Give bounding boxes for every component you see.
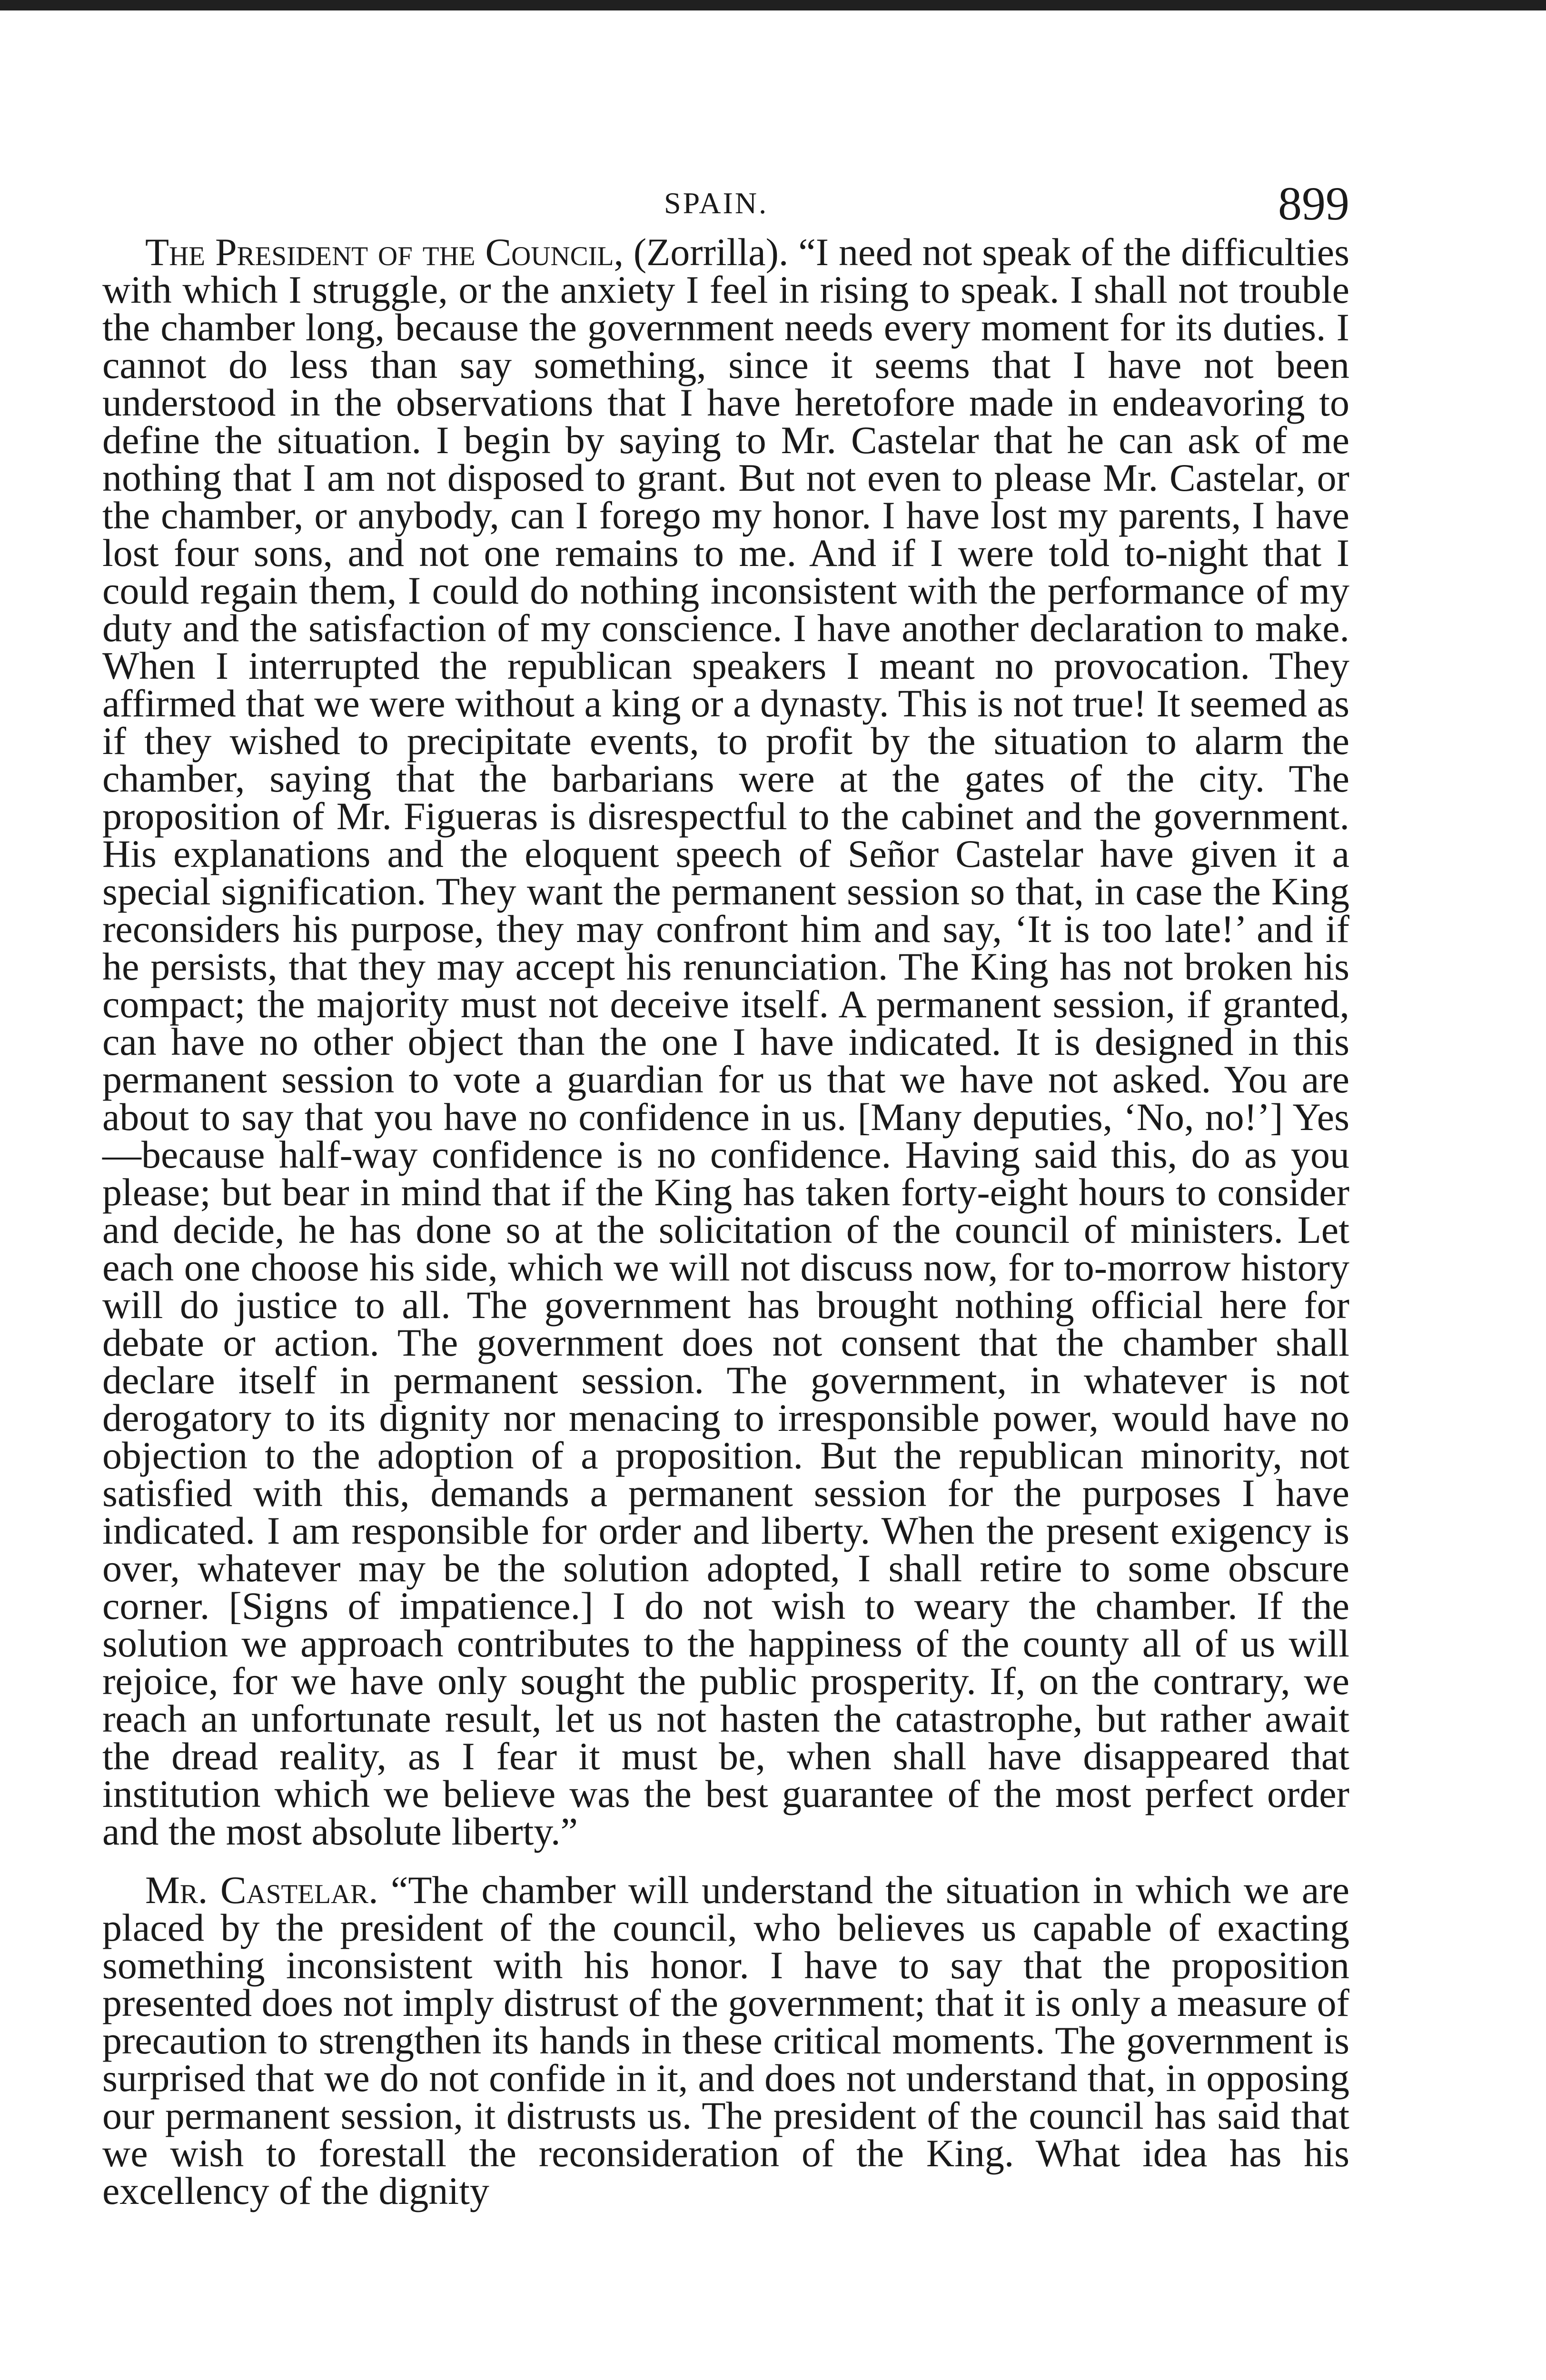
paragraph-zorrilla-speech (102, 230, 1350, 1853)
book-page (102, 176, 1349, 2210)
speech-text: “The chamber will understand the situation in which we are placed by the president of the council, who believes us capable of exacting something inconsistent with his honor. I have to say that the proposition presented does not imply distrust of the government; that it is only a measure of precaution to strengthen its hands in these critical moments. The government is surprised that we do not confide in it, and does not understand that, in opposing our permanent session, it distrusts us. The president of the council has said that we wish to forestall the reconsideration of the King. What idea has his excellency of the dignity (102, 1868, 1350, 2212)
speech-text: (Zorrilla). “I need not speak of the difficulties with which I struggle, or the anxiety I feel in rising to speak. I shall not trouble the chamber long, because the government needs every moment for its duties. I cannot do less than say something, since it seems that I have not been understood in the observations that I have heretofore made in endeavoring to define the situation. I begin by saying to Mr. Castelar that he can ask of me nothing that I am not disposed to grant. But not even to please Mr. Castelar, or the chamber, or anybody, can I forego my honor. I have lost my parents, I have lost four sons, and not one remains to me. And if I were told to-night that I could regain them, I could do nothing inconsistent with the performance of my duty and the satisfaction of my conscience. I have another declaration to make. When I interrupted the republican speakers I meant no provocation. They affirmed that we were without a king or a dynasty. This is not true! It seemed as if they wished to precipitate events, to profit by the situation to alarm the chamber, saying that the barbarians were at the gates of the city. The proposition of Mr. Figueras is disrespectful to the cabinet and the government. His explanations and the eloquent speech of Señor Castelar have given it a special signification. They want the permanent session so that, in case the King reconsiders his purpose, they may confront him and say, ‘It is too late!’ and if he persists, that they may accept his renunciation. The King has not broken his compact; the majority must not deceive itself. A permanent session, if granted, can have no other object than the one I have indicated. It is designed in this permanent session to vote a guardian for us that we have not asked. You are about to say that you have no confidence in us. [Many deputies, ‘No, no!’] Yes—because half-way confidence is no confidence. Having said this, do as you please; but bear in mind that if the King has taken forty-eight hours to consider and decide, he has done so at the solicitation of the council of ministers. Let each one choose his side, which we will not discuss now, for to-morrow history will do justice to all. The government has brought nothing official here for debate or action. The government does not consent that the chamber shall declare itself in permanent session. The government, in whatever is not derogatory to its dignity nor menacing to irresponsible power, would have no objection to the adoption of a proposition. But the republican minority, not satisfied with this, demands a permanent session for the purposes I have indicated. I am responsible for order and liberty. When the present exigency is over, whatever may be the solution adopted, I shall retire to some obscure corner. [Signs of impatience.] I do not wish to weary the chamber. If the solution we approach contributes to the happiness of the county all of us will rejoice, for we have only sought the public prosperity. If, on the contrary, we reach an unfortunate result, let us not hasten the catastrophe, but rather await the dread reality, as I fear it must be, when shall have disappeared that institution which we believe was the best guarantee of the most perfect order and the most absolute liberty.” (102, 230, 1350, 1853)
paragraph-castelar-speech (102, 1868, 1350, 2212)
running-head (102, 176, 1349, 233)
speaker-name: The President of the Council, (145, 230, 624, 274)
speaker-name: Mr. Castelar. (145, 1868, 378, 1912)
top-rule (0, 0, 1546, 10)
page-number: 899 (1278, 177, 1349, 230)
section-title: SPAIN. (664, 186, 769, 220)
